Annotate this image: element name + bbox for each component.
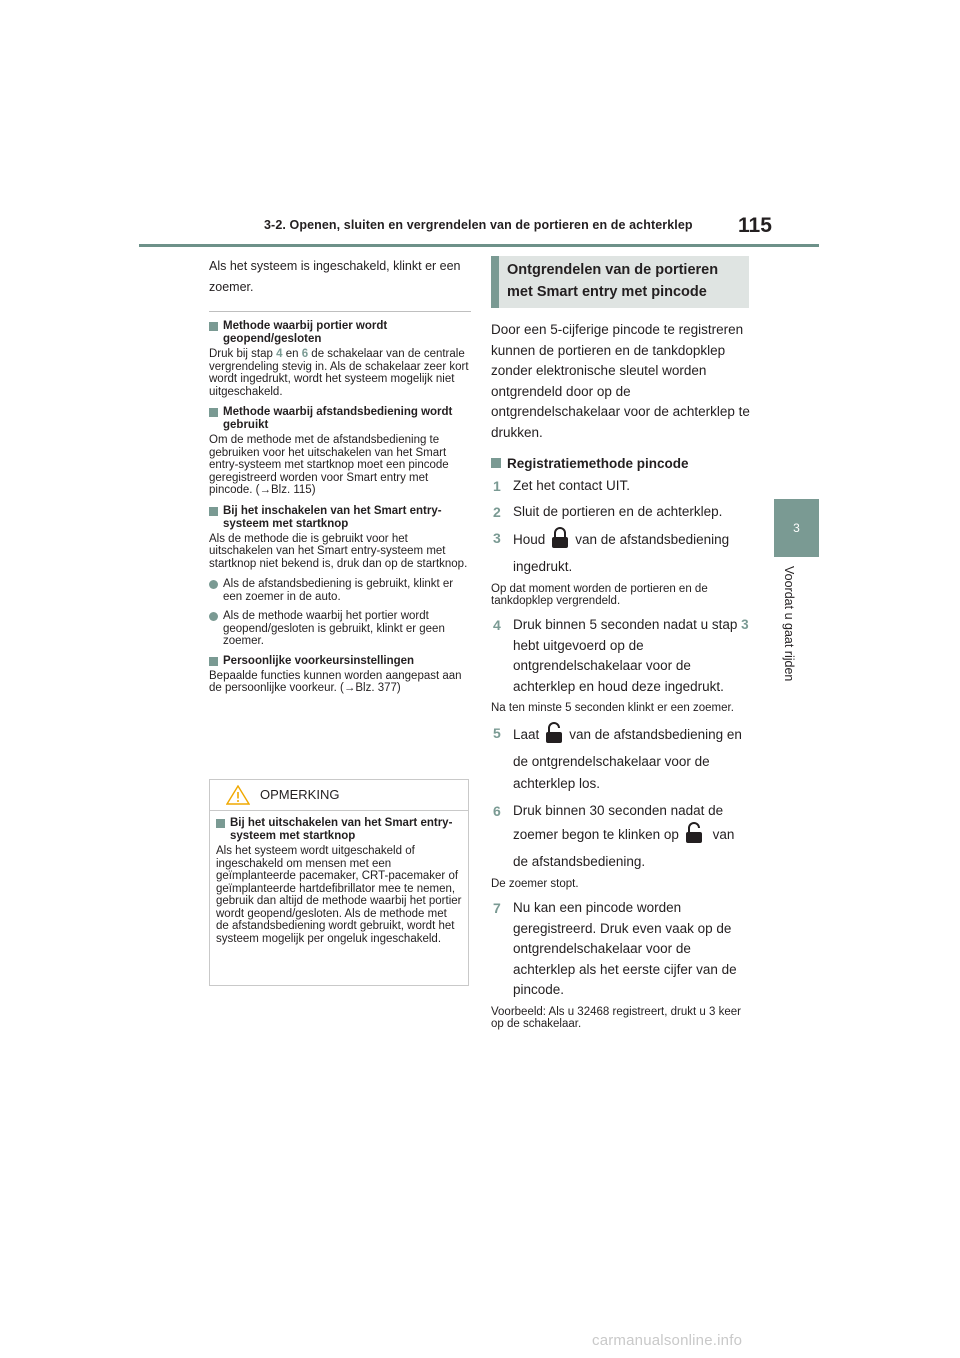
step-item <box>491 527 753 578</box>
left-column <box>209 256 471 703</box>
heading-line: met Smart entry met pincode <box>507 284 707 300</box>
section-title-text: Methode waarbij portier wordt geopend/gesloten <box>223 320 388 345</box>
section-body: Bepaalde functies kunnen worden aangepast aan de persoonlijke voorkeur. (→Blz. 377) <box>209 669 462 694</box>
step-note: De zoemer stopt. <box>491 878 579 890</box>
step-number: 3 <box>493 530 501 546</box>
heading-line: Ontgrendelen van de portieren <box>507 262 719 278</box>
square-bullet-icon <box>209 507 218 516</box>
section-title <box>209 320 471 346</box>
section-title-text: Registratiemethode pincode <box>507 456 689 471</box>
divider <box>209 311 471 312</box>
step-ref: 3 <box>741 617 749 632</box>
intro-text: Als het systeem is ingeschakeld, klinkt er een zoemer. <box>209 259 461 294</box>
step-text: van de afstandsbediening. <box>513 827 735 869</box>
step-text: Houd <box>513 532 546 547</box>
warning-triangle-icon <box>226 785 250 810</box>
section-title-text: Bij het inschakelen van het Smart entry-systeem met startknop <box>223 504 442 530</box>
step-item <box>491 476 753 497</box>
notice-content <box>210 811 468 945</box>
step-text: hebt uitgevoerd op de ontgrendelschakelaar voor de achterklep en houd deze ingedrukt. <box>513 637 724 694</box>
header-divider <box>139 244 819 247</box>
round-bullet-icon <box>209 580 218 589</box>
unlock-icon <box>685 822 703 851</box>
section-title <box>216 817 462 843</box>
step-note: Voorbeeld: Als u 32468 registreert, drukt u 3 keer op de schakelaar. <box>491 1005 741 1030</box>
notice-box <box>209 779 469 986</box>
section-body: Om de methode met de afstandsbediening te gebruiken voor het uitschakelen van het Smart entry-systeem met startknop moet een pincode geregistreerd worden voor Smart entry met pincode. (→Blz. 115) <box>209 434 449 496</box>
square-bullet-icon <box>491 458 501 468</box>
section-title <box>209 505 471 531</box>
step-number: 1 <box>493 478 501 494</box>
section-body: Als de methode die is gebruikt voor het uitschakelen van het Smart entry-systeem met startknop niet bekend is, druk dan op de startknop. <box>209 532 468 570</box>
bullet-text: Als de afstandsbediening is gebruikt, klinkt er een zoemer in de auto. <box>223 578 454 603</box>
chapter-side-title: Voordat u gaat rijden <box>782 566 796 682</box>
step-text: Laat <box>513 727 540 742</box>
bullet-text: Als de methode waarbij het portier wordt geopend/gesloten is gebruikt, klinkt er geen zoemer. <box>223 610 445 647</box>
step-item <box>491 615 753 697</box>
step-number: 5 <box>493 725 501 741</box>
step-text: Zet het contact UIT. <box>513 478 631 493</box>
notice-header <box>210 780 468 811</box>
intro-text: Door een 5-cijferige pincode te registreren kunnen de portieren en de tankdopklep zonder elektronische sleutel worden ontgrendeld door op de ontgrendelschakelaar voor de achterklep te drukken. <box>491 322 750 440</box>
section-body <box>209 348 471 398</box>
page-header-title: 3-2. Openen, sluiten en vergrendelen van de portieren en de achterklep <box>264 218 693 232</box>
step-ref: 4 <box>276 348 283 360</box>
step-number: 7 <box>493 900 501 916</box>
bullet-item <box>209 578 471 603</box>
step-text: Druk binnen 5 seconden nadat u stap <box>513 617 742 632</box>
step-text: Druk binnen 30 seconden nadat de zoemer begon te klinken op <box>513 803 724 842</box>
page-number: 115 <box>738 214 772 237</box>
square-bullet-icon <box>216 819 225 828</box>
right-column <box>491 256 753 1038</box>
lock-icon <box>551 527 569 556</box>
step-item <box>491 898 753 1001</box>
step-text: van de afstandsbediening ingedrukt. <box>513 532 730 574</box>
step-number: 2 <box>493 503 501 520</box>
chapter-tab: 3 <box>774 499 819 557</box>
step-note: Op dat moment worden de portieren en de tankdopklep vergrendeld. <box>491 583 708 607</box>
step-text: van de afstandsbediening en de ontgrendelschakelaar voor de achterklep los. <box>513 727 742 791</box>
unlock-icon <box>545 722 563 751</box>
body-text: en <box>282 348 302 360</box>
step-number: 4 <box>493 617 501 633</box>
section-heading-box <box>491 256 749 308</box>
section-title-text: Persoonlijke voorkeursinstellingen <box>223 654 415 667</box>
step-item <box>491 800 753 873</box>
square-bullet-icon <box>209 322 218 331</box>
square-bullet-icon <box>209 657 218 666</box>
watermark-text: carmanualsonline.info <box>592 1332 743 1349</box>
bullet-item <box>209 610 471 648</box>
notice-body: Als het systeem wordt uitgeschakeld of ingeschakeld om mensen met een geïmplanteerde pacemaker, CRT-pacemaker of geïmplanteerde hartdefibrillator mee te nemen, gebruik dan altijd de methode waarbij het portier wordt geopend/gesloten. Als de methode met de afstandsbediening wordt gebruikt, wordt het systeem mogelijk per ongeluk ingeschakeld. <box>216 845 462 945</box>
step-item <box>491 502 753 523</box>
notice-title: OPMERKING <box>260 787 340 802</box>
body-text: de schakelaar van de centrale vergrendeling stevig in. Als de schakelaar zeer kort wordt ingedrukt, wordt het systeem mogelijk niet uitgeschakeld. <box>209 348 469 398</box>
step-note: Na ten minste 5 seconden klinkt er een zoemer. <box>491 702 734 714</box>
round-bullet-icon <box>209 612 218 621</box>
section-title-text: Methode waarbij afstandsbediening wordt gebruikt <box>223 406 453 431</box>
section-title <box>491 455 753 472</box>
step-item <box>491 722 753 795</box>
step-ref: 6 <box>301 348 309 360</box>
section-title-text: Bij het uitschakelen van het Smart entry-systeem met startknop <box>230 817 453 842</box>
step-text: Nu kan een pincode worden geregistreerd. Druk even vaak op de ontgrendelschakelaar voor de achterklep als het eerste cijfer van de pincode. <box>513 900 737 997</box>
step-number: 6 <box>493 803 501 819</box>
section-title <box>209 655 471 668</box>
section-title <box>209 406 471 432</box>
step-text: Sluit de portieren en de achterklep. <box>513 503 723 519</box>
body-text: Druk bij stap <box>209 348 277 360</box>
square-bullet-icon <box>209 408 218 417</box>
